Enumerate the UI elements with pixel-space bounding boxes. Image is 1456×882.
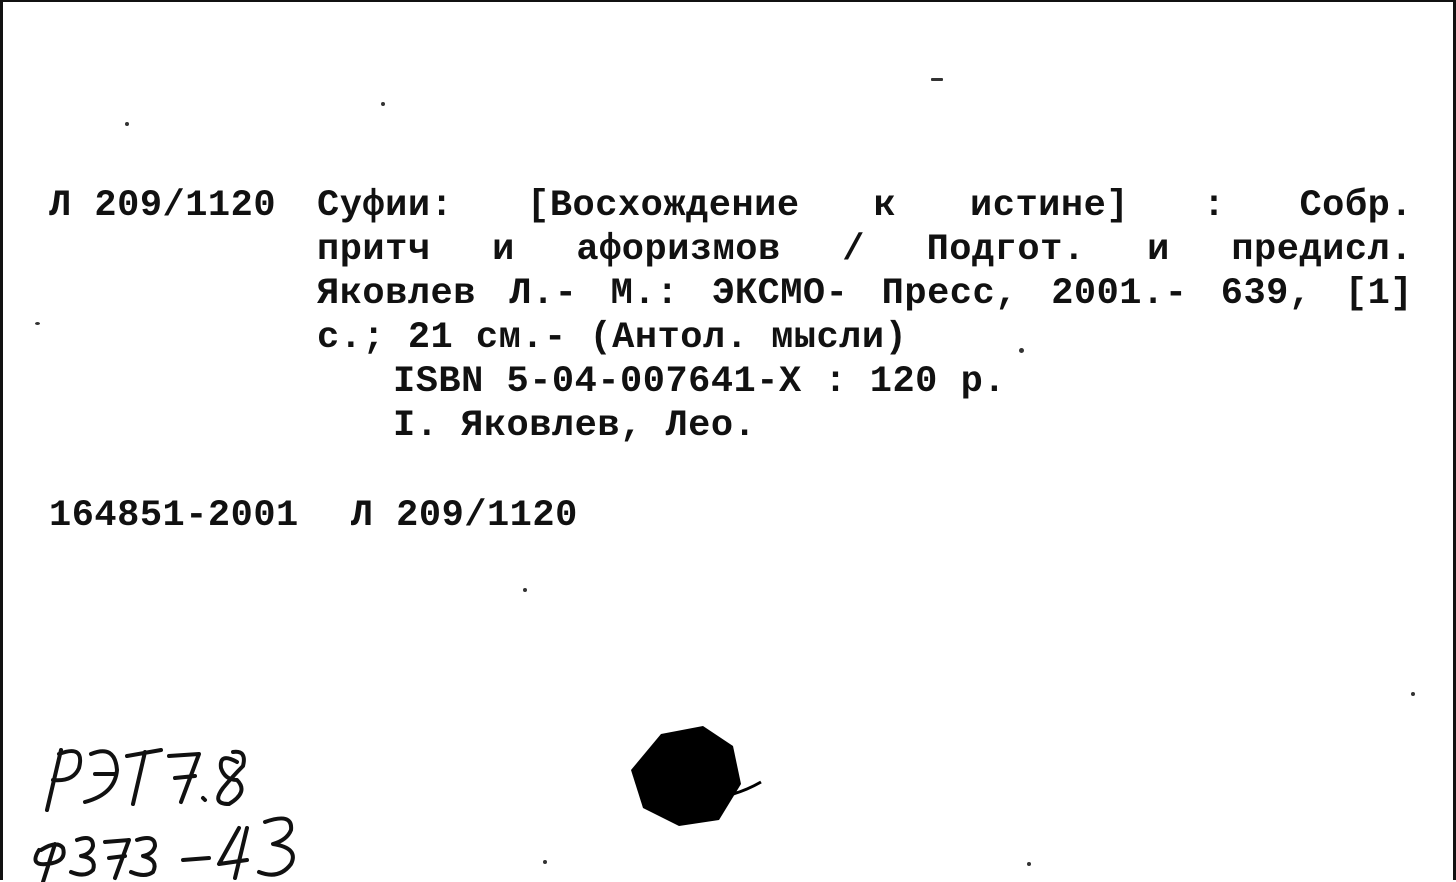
description-line-1: Суфии: [Восхождение к истине] : Собр. [317,185,1413,227]
handwritten-codes [33,732,353,882]
isbn-line: ISBN 5-04-007641-X : 120 р. [393,361,1006,403]
bibliographic-description [317,184,1413,448]
author-entry: I. Яковлев, Лео. [393,405,757,447]
description-line-2: притч и афоризмов / Подгот. и предисл. [317,229,1413,271]
inventory-line [49,494,578,538]
scan-speck [1027,862,1031,866]
scan-speck [125,122,129,126]
shelfmark-bottom: Л 209/1120 [350,495,578,537]
description-line-4: с.; 21 см.- (Антол. мысли) [317,317,908,359]
scan-speck [543,860,547,864]
description-line-3: Яковлев Л.- М.: ЭКСМО- Пресс, 2001.- 639, [1] [317,273,1413,315]
scan-speck [381,102,385,106]
scan-speck [1019,348,1024,353]
inventory-number: 164851-2001 [49,495,299,537]
shelfmark: Л 209/1120 [49,185,277,227]
scan-speck [523,588,527,592]
scan-speck [931,78,943,81]
scan-speck [35,322,40,325]
scan-speck [1411,692,1415,696]
punch-hole [621,720,771,830]
